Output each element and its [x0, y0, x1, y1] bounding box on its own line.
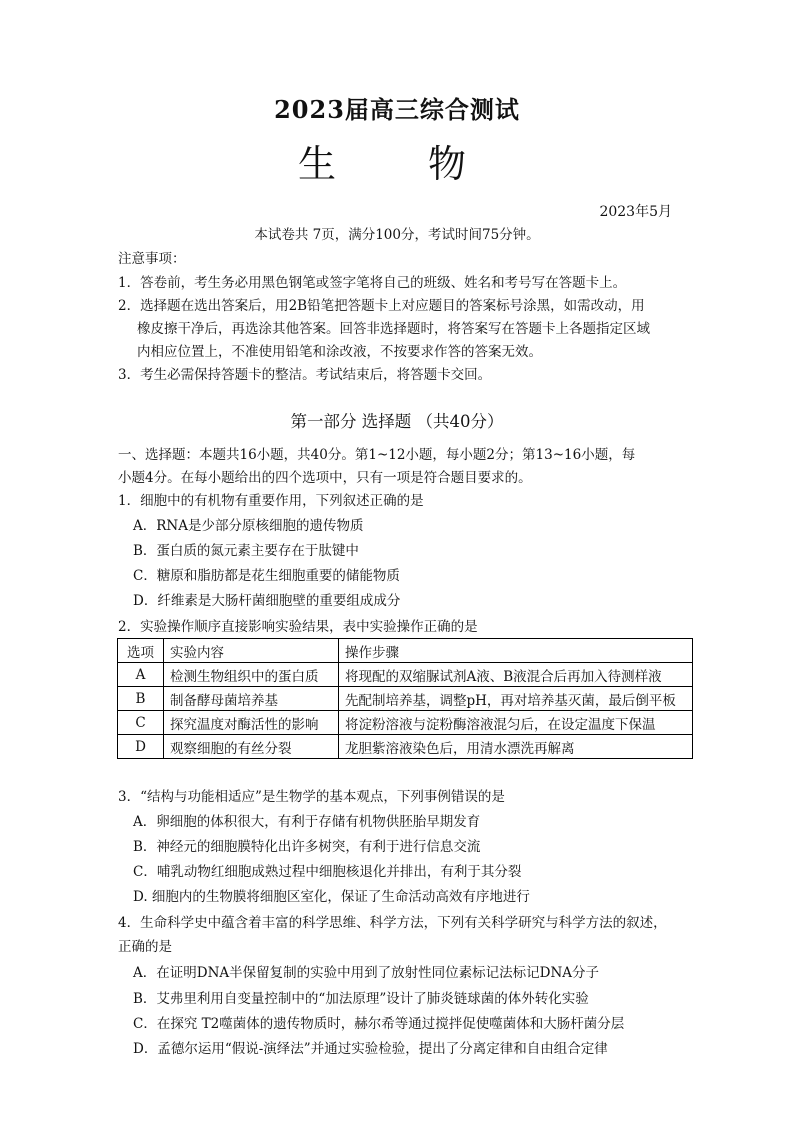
table-cell: B	[118, 687, 164, 711]
table-cell: 将淀粉溶液与淀粉酶溶液混匀后，在设定温度下保温	[339, 711, 693, 735]
q2-experiment-table	[117, 638, 693, 759]
q1-option-c: C．糖原和脂肪都是花生细胞重要的储能物质	[133, 568, 400, 584]
q3-option-b: B．神经元的细胞膜特化出许多树突，有利于进行信息交流	[133, 839, 481, 855]
q3-option-c: C．哺乳动物红细胞成熟过程中细胞核退化并排出，有利于其分裂	[133, 864, 522, 880]
table-cell: 观察细胞的有丝分裂	[164, 735, 339, 759]
q4-option-c: C．在探究 T2噬菌体的遗传物质时，赫尔希等通过搅拌促使噬菌体和大肠杆菌分层	[133, 1016, 625, 1032]
table-cell: 探究温度对酶活性的影响	[164, 711, 339, 735]
q1-option-a: A．RNA是少部分原核细胞的遗传物质	[133, 518, 364, 534]
table-header-cell: 选项	[118, 639, 164, 663]
q1-option-d: D．纤维素是大肠杆菌细胞壁的重要组成成分	[133, 593, 401, 609]
q1-stem: 1．细胞中的有机物有重要作用，下列叙述正确的是	[118, 493, 424, 509]
table-cell: 将现配的双缩脲试剂A液、B液混合后再加入待测样液	[339, 663, 693, 687]
table-cell: C	[118, 711, 164, 735]
table-row	[118, 711, 693, 735]
table-header-row	[118, 639, 693, 663]
notice-item-2-line-3: 内相应位置上，不准使用铅笔和涂改液，不按要求作答的答案无效。	[137, 344, 542, 360]
instructions-line-1: 一、选择题：本题共16小题，共40分。第1~12小题，每小题2分；第13~16小题，每	[118, 447, 636, 463]
exam-title: 2023届高三综合测试	[274, 95, 520, 124]
notice-item-3: 3．考生必需保持答题卡的整洁。考试结束后，将答题卡交回。	[118, 367, 492, 383]
table-header-cell: 操作步骤	[339, 639, 693, 663]
table-cell: 先配制培养基，调整pH，再对培养基灭菌，最后倒平板	[339, 687, 693, 711]
table-cell: D	[118, 735, 164, 759]
notice-item-2: 2．选择题在选出答案后，用2B铅笔把答题卡上对应题目的答案标号涂黑，如需改动，用	[118, 298, 645, 314]
table-cell: A	[118, 663, 164, 687]
q4-option-b: B．艾弗里利用自变量控制中的“加法原理”设计了肺炎链球菌的体外转化实验	[133, 991, 589, 1007]
table-cell: 制备酵母菌培养基	[164, 687, 339, 711]
q3-stem: 3．“结构与功能相适应”是生物学的基本观点，下列事例错误的是	[118, 789, 505, 805]
notice-item-1: 1．答卷前，考生务必用黑色钢笔或签字笔将自己的班级、姓名和考号写在答题卡上。	[118, 275, 627, 291]
table-row	[118, 735, 693, 759]
q4-option-a: A．在证明DNA半保留复制的实验中用到了放射性同位素标记法标记DNA分子	[133, 965, 600, 981]
q1-option-b: B．蛋白质的氮元素主要存在于肽键中	[133, 543, 359, 559]
q4-stem-line-2: 正确的是	[118, 939, 172, 955]
q3-option-a: A．卵细胞的体积很大，有利于存储有机物供胚胎早期发育	[133, 814, 481, 830]
q4-option-d: D．孟德尔运用“假说-演绎法”并通过实验检验，提出了分离定律和自由组合定律	[133, 1041, 608, 1057]
q3-option-d: D. 细胞内的生物膜将细胞区室化，保证了生命活动高效有序地进行	[133, 889, 530, 905]
notice-heading: 注意事项：	[118, 251, 186, 267]
section-title: 第一部分 选择题 （共40分）	[290, 412, 504, 431]
table-cell: 检测生物组织中的蛋白质	[164, 663, 339, 687]
table-row	[118, 663, 693, 687]
instructions-line-2: 小题4分。在每小题给出的四个选项中，只有一项是符合题目要求的。	[118, 470, 532, 486]
q4-stem: 4．生命科学史中蕴含着丰富的科学思维、科学方法，下列有关科学研究与科学方法的叙述，	[118, 915, 667, 931]
notice-item-2-line-2: 橡皮擦干净后，再选涂其他答案。回答非选择题时，将答案写在答题卡上各题指定区域	[137, 321, 650, 337]
table-header-cell: 实验内容	[164, 639, 339, 663]
exam-info: 本试卷共 7页，满分100分，考试时间75分钟。	[254, 227, 540, 243]
subject-title: 生 物	[297, 142, 507, 186]
exam-date: 2023年5月	[599, 204, 672, 220]
table-row	[118, 687, 693, 711]
q2-stem: 2．实验操作顺序直接影响实验结果，表中实验操作正确的是	[118, 619, 478, 635]
table-cell: 龙胆紫溶液染色后，用清水漂洗再解离	[339, 735, 693, 759]
